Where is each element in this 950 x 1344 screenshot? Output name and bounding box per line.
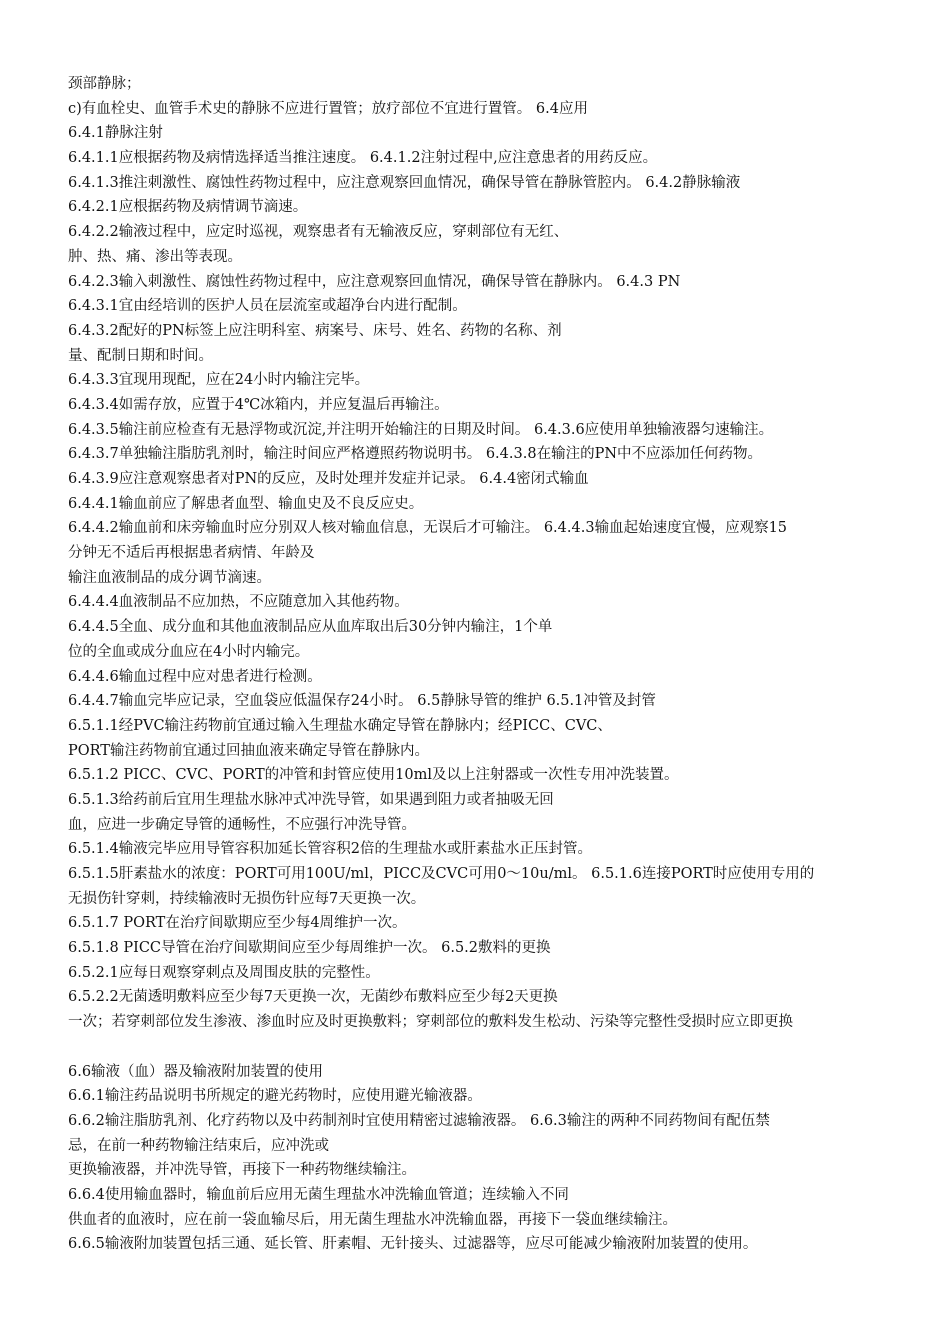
text-line: 6.4.3.9应注意观察患者对PN的反应，及时处理并发症并记录。 6.4.4密闭式输血 <box>68 471 589 487</box>
text-line: 6.6输液（血）器及输液附加装置的使用 <box>68 1063 324 1080</box>
text-line: 6.5.1.4输液完毕应用导管容积加延长管容积2倍的生理盐水或肝素盐水正压封管。 <box>68 841 592 858</box>
text-line: 6.5.1.1经PVC输注药物前宜通过输入生理盐水确定导管在静脉内；经PICC、CVC、 <box>68 717 612 734</box>
text-line: 6.6.5输液附加装置包括三通、延长管、肝素帽、无针接头、过滤器等，应尽可能减少输液附加装置的使用。 <box>68 1236 758 1253</box>
text-line: 6.5.1.8 PICC导管在治疗间歇期间应至少每周维护一次。 6.5.2敷料的更换 <box>68 940 551 957</box>
text-line: 6.4.4.2输血前和床旁输血时应分别双人核对输血信息，无误后才可输注。 6.4.4.3输血起始速度宜慢，应观察15 <box>68 520 788 537</box>
text-line: 6.4.3.7单独输注脂肪乳剂时，输注时间应严格遵照药物说明书。 6.4.3.8在输注的PN中不应添加任何药物。 <box>68 446 763 463</box>
blank-line <box>68 1035 886 1060</box>
text-line: 6.4.3.2配好的PN标签上应注明科室、病案号、床号、姓名、药物的名称、剂 <box>68 322 562 339</box>
text-line: 6.4.1静脉注射 <box>68 125 163 142</box>
text-line: 供血者的血液时，应在前一袋血输尽后，用无菌生理盐水冲洗输血器，再接下一袋血继续输注。 <box>68 1211 677 1228</box>
text-line: 6.6.4使用输血器时，输血前后应用无菌生理盐水冲洗输血管道；连续输入不同 <box>68 1186 569 1203</box>
text-line: 6.4.3.5输注前应检查有无悬浮物或沉淀,并注明开始输注的日期及时间。 6.4.3.6应使用单独输液器匀速输注。 <box>68 421 774 438</box>
text-line: 6.5.1.2 PICC、CVC、PORT的冲管和封管应使用10ml及以上注射器或一次性专用冲洗装置。 <box>68 767 679 784</box>
text-line: 无损伤针穿刺，持续输液时无损伤针应每7天更换一次。 <box>68 890 426 907</box>
text-line: 6.6.2输注脂肪乳剂、化疗药物以及中药制剂时宜使用精密过滤输液器。 6.6.3输注的两种不同药物间有配伍禁 <box>68 1112 770 1129</box>
text-line: 6.5.1.5肝素盐水的浓度：PORT可用100U/ml，PICC及CVC可用0～10u/ml。 6.5.1.6连接PORT时应使用专用的 <box>68 866 815 882</box>
text-line: 6.4.4.5全血、成分血和其他血液制品应从血库取出后30分钟内输注，1个单 <box>68 619 553 636</box>
text-line: 量、配制日期和时间。 <box>68 347 213 364</box>
text-line: 6.5.1.7 PORT在治疗间歇期应至少每4周维护一次。 <box>68 915 407 932</box>
text-line: 6.4.3.4如需存放，应置于4℃冰箱内，并应复温后再输注。 <box>68 396 449 413</box>
text-line: PORT输注药物前宜通过回抽血液来确定导管在静脉内。 <box>68 742 429 759</box>
document-body <box>68 72 886 1257</box>
text-line: 更换输液器，并冲洗导管，再接下一种药物继续输注。 <box>68 1162 416 1179</box>
text-line: 6.5.2.1应每日观察穿刺点及周围皮肤的完整性。 <box>68 964 380 981</box>
text-line: 6.4.4.1输血前应了解患者血型、输血史及不良反应史。 <box>68 495 424 512</box>
text-line: 血，应进一步确定导管的通畅性，不应强行冲洗导管。 <box>68 816 416 833</box>
text-line: 6.4.3.3宜现用现配，应在24小时内输注完毕。 <box>68 372 370 389</box>
text-line: 6.4.2.3输入刺激性、腐蚀性药物过程中，应注意观察回血情况，确保导管在静脉内。 6.4.3 PN <box>68 273 681 290</box>
text-line: 位的全血或成分血应在4小时内输完。 <box>68 643 310 660</box>
text-line: 6.4.3.1宜由经培训的医护人员在层流室或超净台内进行配制。 <box>68 298 467 315</box>
text-line: 颈部静脉； <box>68 76 141 92</box>
text-line: 肿、热、痛、渗出等表现。 <box>68 248 242 265</box>
text-line: 6.5.1.3给药前后宜用生理盐水脉冲式冲洗导管，如果遇到阻力或者抽吸无回 <box>68 791 554 808</box>
text-line: 6.5.2.2无菌透明敷料应至少每7天更换一次，无菌纱布敷料应至少每2天更换 <box>68 989 558 1006</box>
text-line: 6.4.4.4血液制品不应加热，不应随意加入其他药物。 <box>68 594 409 611</box>
text-line: 分钟无不适后再根据患者病情、年龄及 <box>68 545 315 562</box>
text-line: 6.4.1.3推注刺激性、腐蚀性药物过程中，应注意观察回血情况，确保导管在静脉管腔内。 6.4.2静脉输液 <box>68 174 741 191</box>
text-line: 6.6.1输注药品说明书所规定的避光药物时，应使用避光输液器。 <box>68 1088 482 1105</box>
text-line: c)有血栓史、血管手术史的静脉不应进行置管；放疗部位不宜进行置管。 6.4应用 <box>68 100 588 117</box>
text-line: 6.4.1.1应根据药物及病情选择适当推注速度。 6.4.1.2注射过程中,应注意患者的用药反应。 <box>68 150 658 167</box>
text-line: 6.4.2.1应根据药物及病情调节滴速。 <box>68 199 308 216</box>
text-line: 6.4.4.6输血过程中应对患者进行检测。 <box>68 668 322 685</box>
text-line: 输注血液制品的成分调节滴速。 <box>68 569 271 586</box>
text-line: 6.4.2.2输液过程中，应定时巡视，观察患者有无输液反应，穿刺部位有无红、 <box>68 224 569 241</box>
text-line: 忌，在前一种药物输注结束后，应冲洗或 <box>68 1137 329 1154</box>
text-line: 一次；若穿刺部位发生渗液、渗血时应及时更换敷料；穿刺部位的敷料发生松动、污染等完整性受损时应立即更换 <box>68 1014 793 1031</box>
text-line: 6.4.4.7输血完毕应记录，空血袋应低温保存24小时。 6.5静脉导管的维护 6.5.1冲管及封管 <box>68 693 656 710</box>
